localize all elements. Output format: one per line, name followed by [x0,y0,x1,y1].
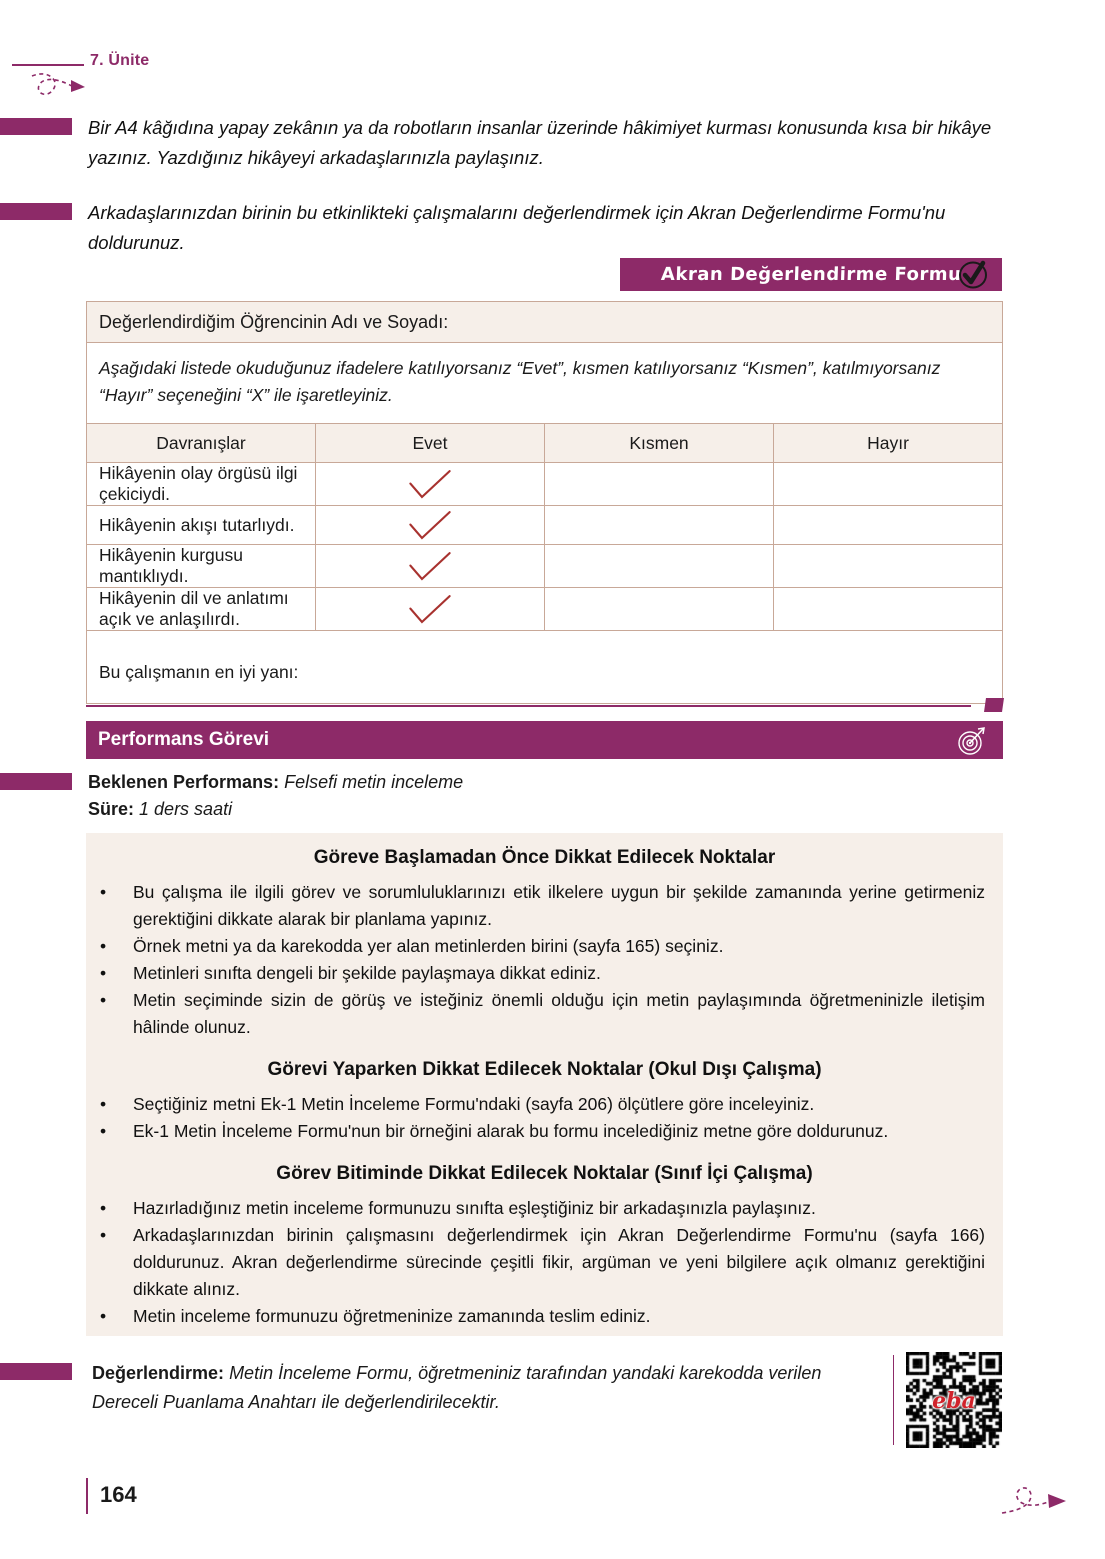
margin-tab-3 [0,773,72,790]
list-item [86,1195,1003,1222]
margin-tab-1 [0,118,72,135]
list-item [86,933,1003,960]
list-item-text: Metin seçiminde sizin de görüş ve isteğiniz önemli olduğu için metin paylaşımında öğretmeninizle iletişim hâlinde olunuz. [133,990,985,1037]
divider-line [86,705,971,707]
peer-evaluation-badge-label: Akran Değerlendirme Formu [660,264,962,285]
footer-rule [86,1478,88,1514]
target-arrow-icon [957,726,987,756]
qr-code-icon[interactable] [906,1352,1002,1448]
list-item-text: Ek-1 Metin İnceleme Formu'nun bir örneğini alarak bu formu incelediğiniz metne göre doldurunuz. [133,1121,889,1141]
checkbox-evet[interactable] [316,506,545,545]
checkbox-hayir[interactable] [774,463,1003,506]
list-item [86,960,1003,987]
list-item-text: Örnek metni ya da karekodda yer alan metinlerden birini (sayfa 165) seçiniz. [133,936,724,956]
section-divider [86,698,1003,712]
dashed-loop-arrow-icon [1000,1483,1080,1523]
instruction-paragraph-2: Arkadaşlarınızdan birinin bu etkinlikteki çalışmalarını değerlendirmek için Akran Değerlendirme Formu'nu doldurunuz. [88,202,946,253]
column-header-evet: Evet [316,424,545,463]
expected-performance-label: Beklenen Performans: [88,772,280,792]
evaluation-text: Metin İnceleme Formu, öğretmeniniz tarafından yandaki karekodda verilen Dereceli Puanlama Anahtarı ile değerlendirilecektir. [92,1363,822,1412]
behavior-label: Hikâyenin akışı tutarlıydı. [87,506,316,545]
unit-label: 7. Ünite [90,52,150,69]
best-aspect-label: Bu çalışmanın en iyi yanı: [99,661,299,682]
checkbox-evet[interactable] [316,463,545,506]
margin-tab-2 [0,203,72,220]
checkbox-kismen[interactable] [545,506,774,545]
student-name-label: Değerlendirdiğim Öğrencinin Adı ve Soyadı: [99,311,449,332]
list-item-text: Metin inceleme formunuzu öğretmeninize zamanında teslim ediniz. [133,1306,651,1326]
bullet-icon: • [100,1094,107,1114]
task-section-heading-1: Göreve Başlamadan Önce Dikkat Edilecek Noktalar [313,847,776,868]
checkbox-kismen[interactable] [545,463,774,506]
performance-task-title: Performans Görevi [98,729,270,750]
list-item-text: Metinleri sınıfta dengeli bir şekilde paylaşmaya dikkat ediniz. [133,963,601,983]
checkbox-hayir[interactable] [774,545,1003,588]
list-item-text: Arkadaşlarınızdan birinin çalışmasını değerlendirmek için Akran Değerlendirme Formu'nu (sayfa 166) doldurunuz. Akran değerlendirme sürecinde çeşitli fikir, argüman ve yeni bilgilere açık olmanız gerektiğini dikkate alınız. [133,1225,985,1299]
checkbox-evet[interactable] [316,545,545,588]
checkbox-hayir[interactable] [774,588,1003,631]
best-aspect-field[interactable] [87,631,1003,704]
task-section-heading-2: Görevi Yaparken Dikkat Edilecek Noktalar (Okul Dışı Çalışma) [267,1059,822,1080]
behavior-label: Hikâyenin kurgusu mantıklıydı. [87,545,316,588]
performance-task-banner [86,721,1003,759]
task-section-list-1 [86,879,1003,1041]
table-row-intro [87,343,1003,424]
bullet-icon: • [100,1306,107,1326]
student-name-field[interactable] [87,302,1003,343]
peer-evaluation-badge [620,258,1002,291]
form-intro-text: Aşağıdaki listede okuduğunuz ifadelere katılıyorsanız “Evet”, kısmen katılıyorsanız “Kısmen”, katılmıyorsanız “Hayır” seçeneğini “X” ile işaretleyiniz. [87,343,1003,424]
checkbox-kismen[interactable] [545,545,774,588]
table-row-student-name [87,302,1003,343]
list-item-text: Bu çalışma ile ilgili görev ve sorumluluklarınızı etik ilkelere uygun bir şekilde zamanında yerine getirmeniz gerektiğini dikkate alarak bir planlama yapınız. [133,882,985,929]
list-item [86,879,1003,933]
table-row-best-aspect [87,631,1003,704]
task-section-list-3 [86,1195,1003,1330]
checkmark-icon [958,260,988,290]
running-head-rule [12,64,84,66]
column-header-kismen: Kısmen [545,424,774,463]
bullet-icon: • [100,936,107,956]
list-item [86,1222,1003,1303]
checkbox-evet[interactable] [316,588,545,631]
evaluation-label: Değerlendirme: [92,1363,225,1383]
expected-performance-value: Felsefi metin inceleme [284,772,464,792]
duration-label: Süre: [88,799,135,819]
bullet-icon: • [100,990,107,1010]
duration-line [88,796,232,822]
divider-block [984,698,1004,712]
performance-task-box [86,833,1003,1336]
eba-logo-text: eba [932,1388,976,1414]
bullet-icon: • [100,882,107,902]
expected-performance-line [88,769,463,795]
instruction-paragraph-1: Bir A4 kâğıdına yapay zekânın ya da robotların insanlar üzerinde hâkimiyet kurması konusunda kısa bir hikâye yazınız. Yazdığınız hikâyeyi arkadaşlarınızla paylaşınız. [88,117,992,168]
list-item [86,1091,1003,1118]
list-item-text: Seçtiğiniz metni Ek-1 Metin İnceleme Formu'ndaki (sayfa 206) ölçütlere göre inceleyiniz. [133,1094,815,1114]
page-number: 164 [100,1482,137,1507]
list-item [86,1303,1003,1330]
task-section-list-2 [86,1091,1003,1145]
table-row [87,463,1003,506]
dashed-loop-arrow-icon [28,70,98,104]
task-section-heading-3: Görev Bitiminde Dikkat Edilecek Noktalar (Sınıf İçi Çalışma) [276,1163,813,1184]
margin-tab-4 [0,1363,72,1380]
list-item-text: Hazırladığınız metin inceleme formunuzu sınıfta eşleştiğiniz bir arkadaşınızla paylaşınız. [133,1198,816,1218]
checkbox-kismen[interactable] [545,588,774,631]
column-header-behaviors: Davranışlar [87,424,316,463]
bullet-icon: • [100,1225,107,1245]
bullet-icon: • [100,963,107,983]
list-item [86,1118,1003,1145]
table-row [87,506,1003,545]
evaluation-note [92,1359,882,1417]
table-row [87,588,1003,631]
column-header-hayir: Hayır [774,424,1003,463]
behavior-label: Hikâyenin dil ve anlatımı açık ve anlaşılırdı. [87,588,316,631]
bullet-icon: • [100,1121,107,1141]
list-item [86,987,1003,1041]
table-row [87,545,1003,588]
table-header-row [87,424,1003,463]
qr-separator [893,1355,894,1445]
behavior-label: Hikâyenin olay örgüsü ilgi çekiciydi. [87,463,316,506]
checkbox-hayir[interactable] [774,506,1003,545]
bullet-icon: • [100,1198,107,1218]
duration-value: 1 ders saati [139,799,233,819]
peer-evaluation-table [86,301,1003,704]
